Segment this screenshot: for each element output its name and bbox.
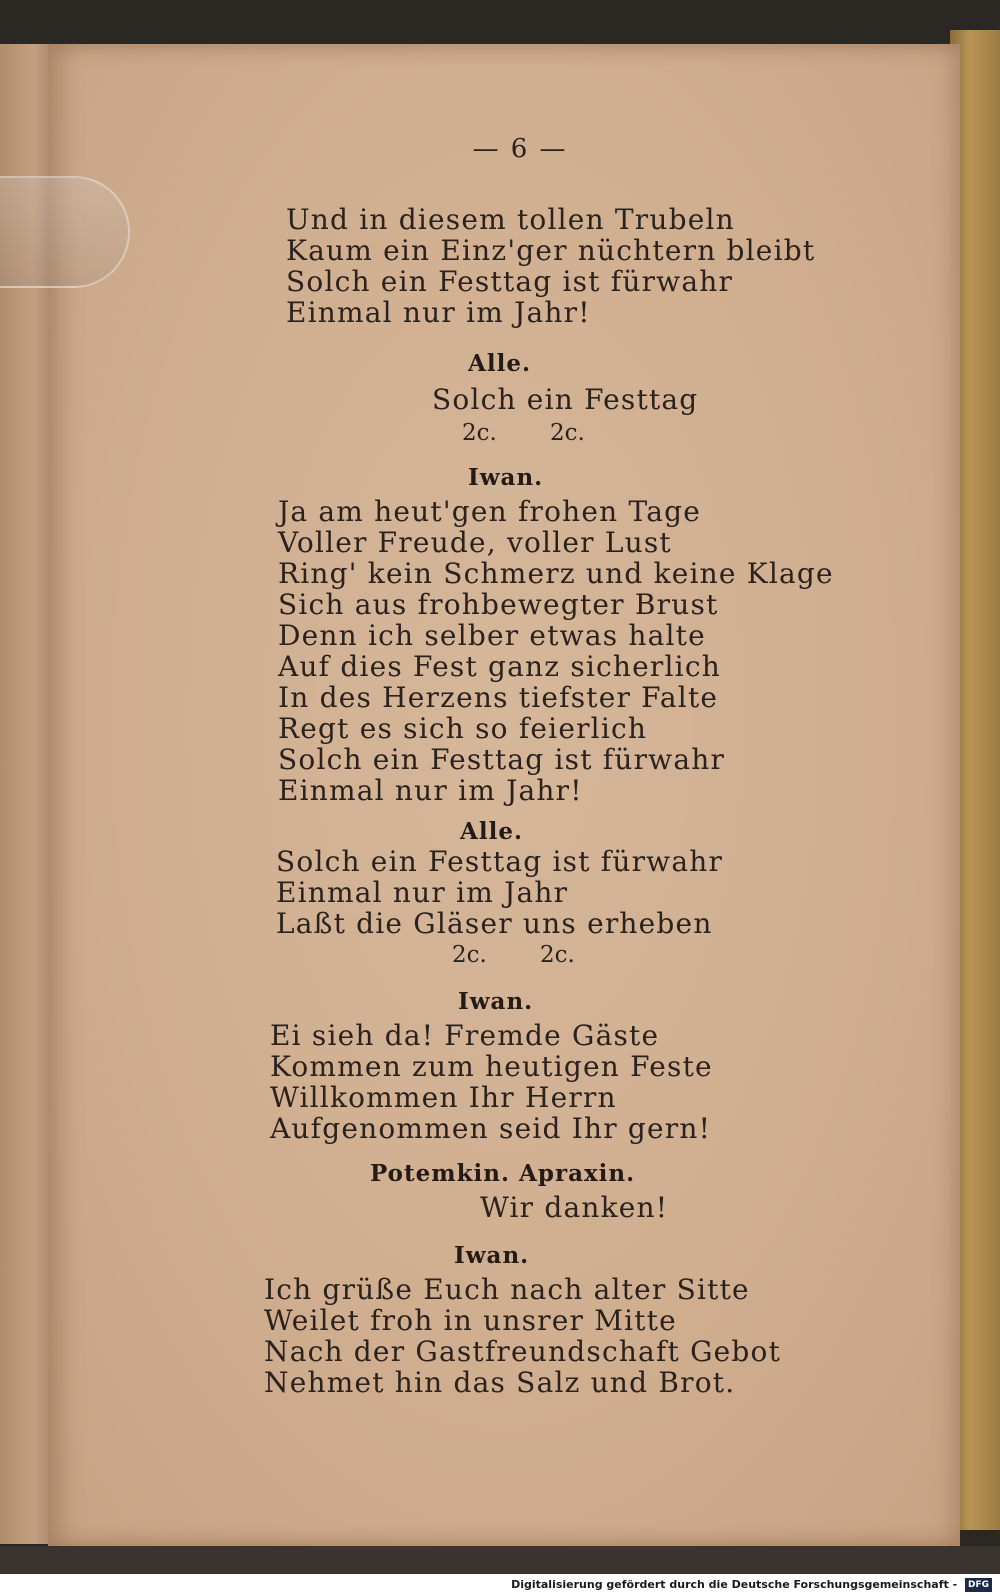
verse-line: Nach der Gastfreundschaft Gebot	[264, 1335, 782, 1368]
stanza-7	[264, 1274, 781, 1398]
speaker-label: Iwan.	[468, 464, 544, 491]
verse-line: Aufgenommen seid Ihr gern!	[270, 1112, 712, 1145]
verse-line: Ei sieh da! Fremde Gäste	[270, 1019, 660, 1052]
verse-line: Weilet froh in unsrer Mitte	[264, 1304, 677, 1337]
stanza-4	[276, 846, 723, 939]
speaker-label: Alle.	[468, 350, 531, 377]
verse-line: Regt es sich so feierlich	[278, 712, 648, 745]
verse-line: Denn ich selber etwas halte	[278, 619, 706, 652]
speaker-label: Potemkin. Apraxin.	[370, 1160, 636, 1187]
verse-line: Einmal nur im Jahr!	[278, 774, 583, 807]
verse-line: Kommen zum heutigen Feste	[270, 1050, 713, 1083]
page-clip	[0, 176, 130, 288]
verse-line: Ja am heut'gen frohen Tage	[278, 495, 702, 528]
verse-line: Solch ein Festtag	[432, 383, 699, 416]
etc-mark: 2c.	[550, 420, 585, 446]
verse-line: Und in diesem tollen Trubeln	[286, 203, 735, 236]
verse-line: Ring' kein Schmerz und keine Klage	[278, 557, 834, 590]
page-number: — 6 —	[472, 134, 568, 164]
dfg-logo: DFG	[965, 1578, 992, 1592]
stanza-2	[432, 384, 698, 415]
verse-line: Ich grüße Euch nach alter Sitte	[264, 1273, 750, 1306]
etc-mark: 2c.	[462, 420, 497, 446]
etc-mark: 2c.	[540, 942, 575, 968]
verse-line: Kaum ein Einz'ger nüchtern bleibt	[286, 234, 816, 267]
stanza-5	[270, 1020, 713, 1144]
stanza-1	[286, 204, 815, 328]
speaker-label: Alle.	[460, 818, 523, 845]
verse-line: Solch ein Festtag ist fürwahr	[286, 265, 734, 298]
verse-line: In des Herzens tiefster Falte	[278, 681, 719, 714]
verse-line: Willkommen Ihr Herrn	[270, 1081, 617, 1114]
verse-line: Auf dies Fest ganz sicherlich	[278, 650, 721, 683]
stanza-3	[278, 496, 834, 806]
speaker-label: Iwan.	[454, 1242, 530, 1269]
digitization-footer	[0, 1574, 1000, 1596]
verse-line: Einmal nur im Jahr!	[286, 296, 591, 329]
verse-line: Einmal nur im Jahr	[276, 876, 569, 909]
verse-line: Nehmet hin das Salz und Brot.	[264, 1366, 736, 1399]
footer-credit: Digitalisierung gefördert durch die Deutsche Forschungsgemeinschaft -	[511, 1578, 958, 1591]
speaker-label: Iwan.	[458, 988, 534, 1015]
scan-bottom-border	[0, 1546, 1000, 1574]
verse-line: Wir danken!	[480, 1191, 669, 1224]
verse-line: Solch ein Festtag ist fürwahr	[276, 845, 724, 878]
stanza-6	[480, 1192, 668, 1223]
verse-line: Voller Freude, voller Lust	[278, 526, 672, 559]
verse-line: Sich aus frohbewegter Brust	[278, 588, 719, 621]
verse-line: Laßt die Gläser uns erheben	[276, 907, 713, 940]
etc-mark: 2c.	[452, 942, 487, 968]
verse-line: Solch ein Festtag ist fürwahr	[278, 743, 726, 776]
